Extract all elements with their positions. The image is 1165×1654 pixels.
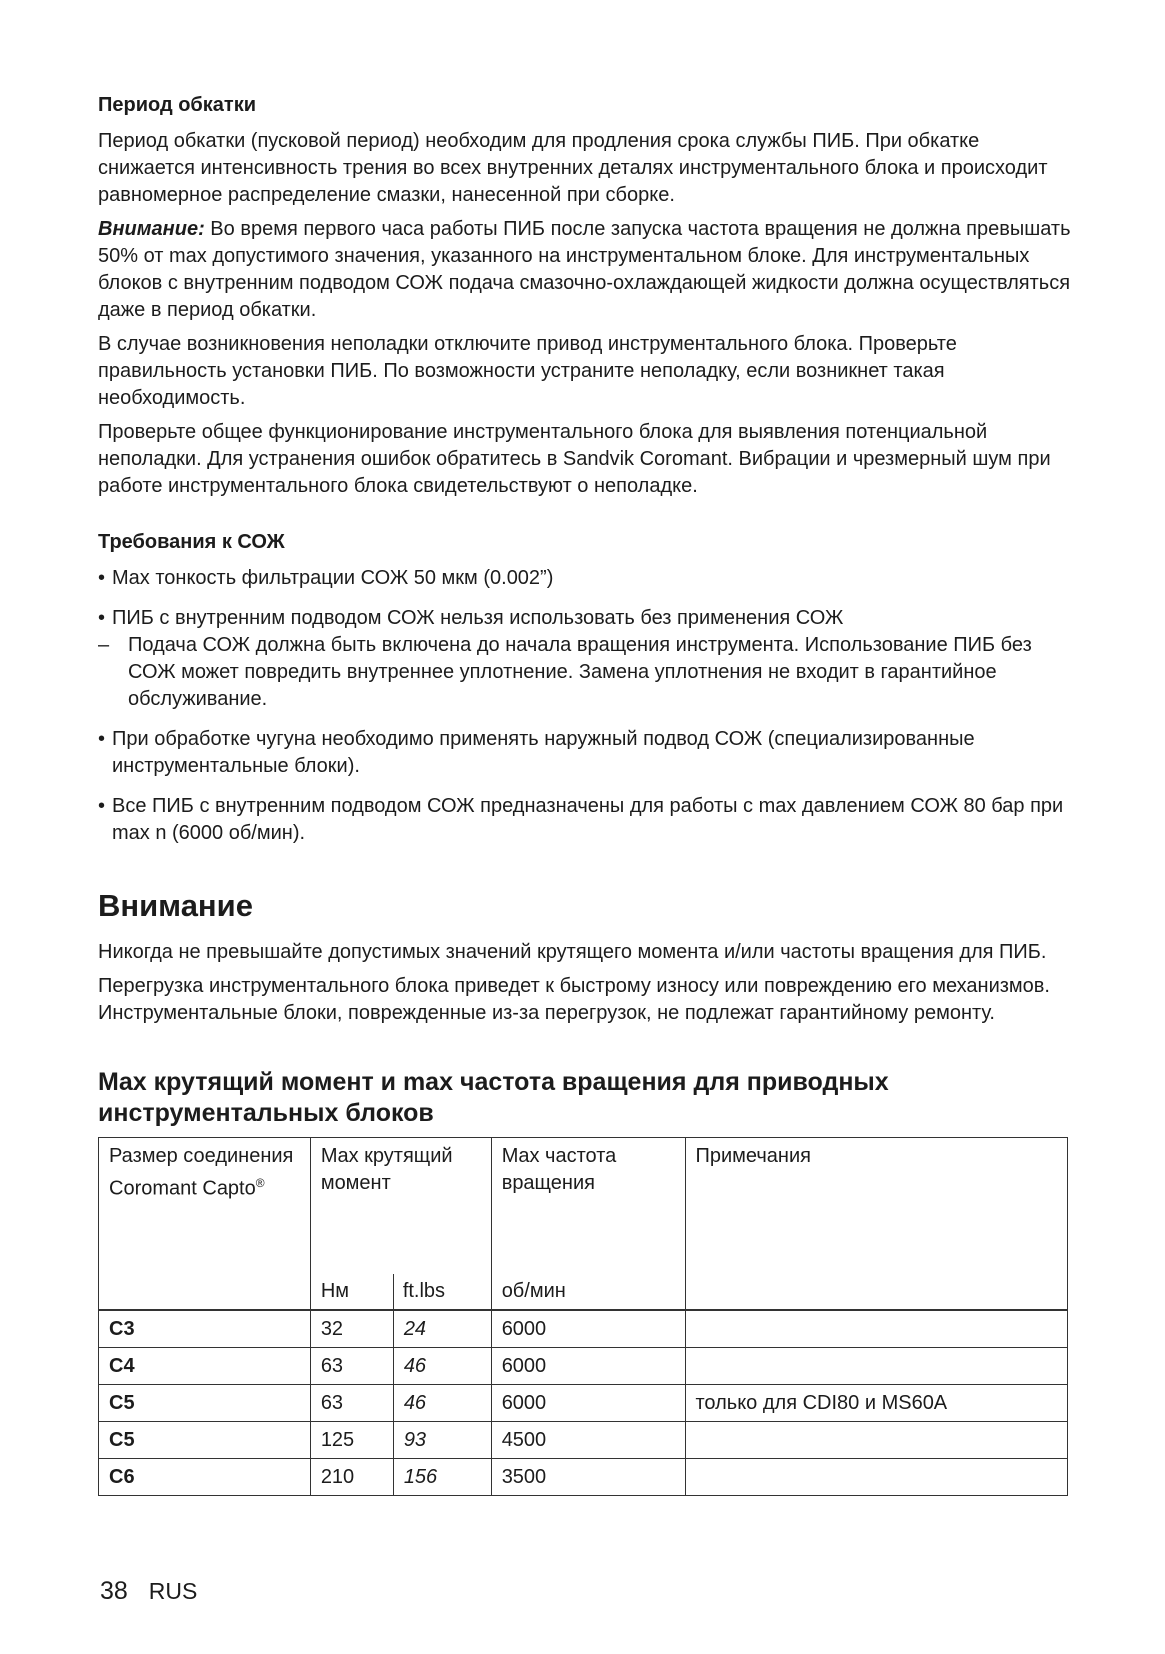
table-row [99,1422,1068,1459]
language-label: RUS [148,1578,198,1604]
coolant-list [98,565,1073,847]
cell-note [685,1459,1068,1496]
torque-speed-table [98,1137,1068,1496]
coolant-heading: Требования к СОЖ [98,531,285,553]
warning-paragraph-2: Перегрузка инструментального блока приведет к быстрому износу или повреждению его механизмов. Инструментальные блоки, поврежденные из-за перегрузок, не подлежат гарантийному ремонту. [98,975,1050,1024]
cell-torque-nm: 63 [311,1385,394,1421]
break-in-paragraph-4: Проверьте общее функционирование инструментального блока для выявления потенциальной неполадки. Для устранения ошибок обратитесь в Sandvik Coromant. Вибрации и чрезмерный шум при работе инструментального блока свидетельствуют о неполадке. [98,421,1051,497]
cell-speed: 6000 [491,1310,685,1348]
cell-size: C6 [99,1459,311,1496]
break-in-paragraph-1: Период обкатки (пусковой период) необходим для продления срока службы ПИБ. При обкатке снижается интенсивность трения во всех внутренних деталях инструментального блока и происходит равномерное распределение смазки, нанесенной при сборке. [98,130,1048,206]
coolant-bullet-1: • Max тонкость фильтрации СОЖ 50 мкм (0.002”) [98,565,1073,592]
cell-torque-lbs: 46 [403,1355,427,1377]
cell-note [685,1422,1068,1459]
table-title: Max крутящий момент и max частота вращения для приводных инструментальных блоков [98,1068,889,1127]
attention-label: Внимание: [98,218,205,240]
table-body [99,1310,1068,1496]
cell-note: только для CDI80 и MS60A [685,1385,1068,1422]
warning-heading: Внимание [98,888,253,923]
unit-rpm: об/мин [501,1280,566,1302]
cell-torque-nm: 32 [311,1311,394,1347]
warning-paragraph-1: Никогда не превышайте допустимых значений крутящего момента и/или частоты вращения для ПИБ. [98,941,1047,963]
coolant-bullet-4: • Все ПИБ с внутренним подводом СОЖ предназначены для работы с max давлением СОЖ 80 бар при max n (6000 об/мин). [98,793,1073,847]
attention-text: Во время первого часа работы ПИБ после запуска частота вращения не должна превышать 50% от max допустимого значения, указанного на инструментальном блоке. Для инструментальных блоков с внутренним подводом СОЖ подача смазочно-охлаждающей жидкости должна осуществляться даже в период обкатки. [98,218,1071,321]
break-in-paragraph-3: В случае возникновения неполадки отключите привод инструментального блока. Проверьте правильность установки ПИБ. По возможности устраните неполадку, если возникнет такая необходимость. [98,333,957,409]
header-notes [685,1138,1068,1311]
unit-divider [393,1274,394,1312]
cell-note [685,1310,1068,1348]
coolant-bullet-3: • При обработке чугуна необходимо применять наружный подвод СОЖ (специализированные инструментальные блоки). [98,726,1073,780]
cell-size: C5 [99,1385,311,1422]
break-in-attention-paragraph [98,216,1073,324]
table-row [99,1459,1068,1496]
cell-size: C3 [99,1310,311,1348]
page-number: 38 [100,1577,128,1605]
cell-speed: 6000 [491,1385,685,1422]
cell-torque [310,1348,491,1385]
cell-torque-nm: 125 [311,1422,394,1458]
table-row [99,1310,1068,1348]
header-size-label: Размер соединения Coromant Capto [109,1145,294,1200]
header-torque-label: Max крутящий момент [320,1145,453,1194]
cell-size: C5 [99,1422,311,1459]
table-header-row [99,1138,1068,1311]
header-notes-label: Примечания [695,1145,811,1167]
cell-torque-lbs: 93 [403,1429,427,1451]
coolant-bullet-2 [98,605,1073,713]
registered-mark: ® [255,1176,265,1190]
coolant-sub-bullet: – Подача СОЖ должна быть включена до начала вращения инструмента. Использование ПИБ без СОЖ может повредить внутреннее уплотнение. Замена уплотнения не входит в гарантийное обслуживание. [98,632,1073,713]
table-row [99,1385,1068,1422]
header-speed-label: Max частота вращения [501,1145,617,1194]
header-size [99,1138,311,1311]
cell-speed: 3500 [491,1459,685,1496]
cell-note [685,1348,1068,1385]
unit-nm: Нм [320,1280,350,1302]
page-footer [100,1577,211,1606]
cell-torque-nm: 210 [311,1459,394,1495]
cell-torque-lbs: 156 [403,1466,438,1488]
table-row [99,1348,1068,1385]
cell-torque [310,1310,491,1348]
cell-torque-lbs: 46 [403,1392,427,1414]
cell-speed: 4500 [491,1422,685,1459]
cell-torque [310,1385,491,1422]
header-speed [491,1138,685,1311]
unit-lbs: ft.lbs [402,1280,446,1302]
cell-speed: 6000 [491,1348,685,1385]
cell-torque [310,1459,491,1496]
break-in-heading: Период обкатки [98,94,257,116]
cell-size: C4 [99,1348,311,1385]
coolant-bullet-2-text: • ПИБ с внутренним подводом СОЖ нельзя использовать без применения СОЖ [112,607,844,629]
cell-torque [310,1422,491,1459]
header-torque [310,1138,491,1311]
page-content [98,92,1073,1496]
cell-torque-lbs: 24 [403,1318,427,1340]
cell-torque-nm: 63 [311,1348,394,1384]
